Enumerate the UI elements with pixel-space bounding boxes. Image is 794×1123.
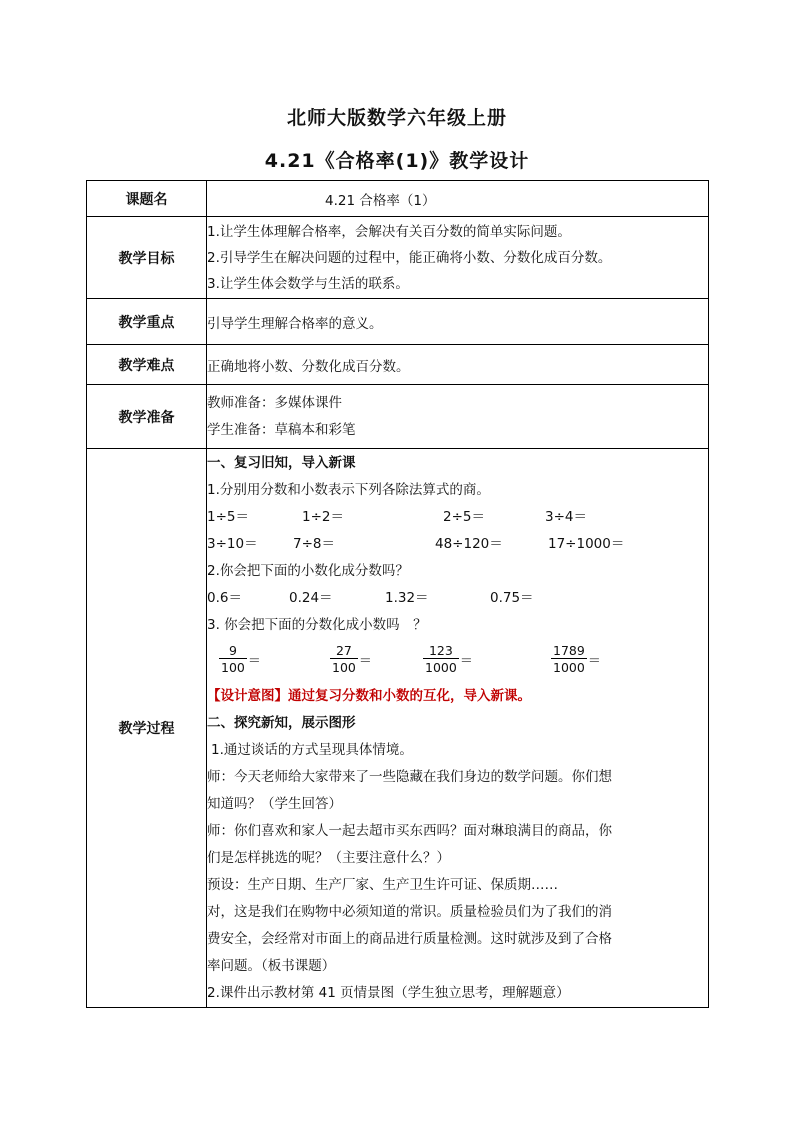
question-text: 2.你会把下面的小数化成分数吗？ [207,563,409,579]
label-difficulty: 教学难点 [87,345,207,385]
prep-line: 教师准备：多媒体课件 [207,394,342,411]
denominator: 1000 [553,660,585,675]
row-prep [87,385,709,449]
process-cell [207,449,709,1008]
paragraph-line: 率问题。（板书课题） [207,958,336,974]
denominator: 1000 [425,660,457,675]
row-topic [87,181,709,217]
paragraph-line: 师：你们喜欢和家人一起去超市买东西吗？面对琳琅满目的商品，你 [207,823,612,839]
design-text: 通过复习分数和小数的互化，导入新课。 [288,688,531,704]
fraction-item [219,643,261,676]
label-prep: 教学准备 [87,385,207,449]
label-goals: 教学目标 [87,217,207,299]
decimal-item: 0.75＝ [490,590,534,606]
fraction-item [423,643,473,676]
topic-value: 4.21 合格率（1） [207,181,709,217]
fraction-item [551,643,601,676]
design-intent [207,683,708,710]
division-item: 3÷10＝ [207,536,258,552]
section-heading: 二、探究新知，展示图形 [207,715,356,731]
label-keypoint: 教学重点 [87,299,207,345]
paragraph-line: 预设：生产日期、生产厂家、生产卫生许可证、保质期…… [207,877,558,893]
division-row [207,531,708,558]
numerator: 27 [330,643,358,659]
label-topic: 课题名 [87,181,207,217]
fraction-row [207,639,708,683]
fraction [330,643,358,676]
step-text: 2.课件出示教材第 41 页情景图（学生独立思考，理解题意） [207,985,570,1001]
question-text: 3. 你会把下面的分数化成小数吗 ？ [207,617,427,633]
fraction [219,643,247,676]
numerator: 1789 [553,643,585,658]
goal-line: 2.引导学生在解决问题的过程中，能正确将小数、分数化成百分数。 [207,249,612,266]
division-item: 1÷5＝ [207,509,249,525]
denominator: 100 [221,660,245,675]
paragraph-line: 费安全，会经常对市面上的商品进行质量检测。这时就涉及到了合格 [207,931,612,947]
row-difficulty [87,345,709,385]
equals-sign: ＝ [247,654,261,669]
division-item: 2÷5＝ [443,509,485,525]
paragraph-line: 师：今天老师给大家带来了一些隐藏在我们身边的数学问题。你们想 [207,769,612,785]
paragraph-line: 知道吗？（学生回答） [207,796,342,812]
keypoint-value: 引导学生理解合格率的意义。 [207,299,709,345]
equals-sign: ＝ [459,654,473,669]
design-tag: 【设计意图】 [207,688,288,704]
decimal-item: 0.6＝ [207,590,242,606]
prep-line: 学生准备：草稿本和彩笔 [207,421,356,438]
row-process [87,449,709,1008]
numerator: 9 [219,643,247,659]
equals-sign: ＝ [358,654,372,669]
decimal-item: 1.32＝ [385,590,429,606]
fraction [551,643,587,676]
paragraph-line: 们是怎样挑选的呢？（主要注意什么？） [207,850,450,866]
question-text: 1.分别用分数和小数表示下列各除法算式的商。 [207,482,490,498]
fraction [423,643,459,676]
decimal-item: 0.24＝ [289,590,333,606]
division-item: 7÷8＝ [293,536,335,552]
equals-sign: ＝ [587,654,601,669]
lesson-title: 4.21《合格率(1)》教学设计 [264,150,530,172]
division-item: 17÷1000＝ [548,536,625,552]
lesson-plan-table [86,180,709,1008]
paragraph-line: 对，这是我们在购物中必须知道的常识。质量检验员们为了我们的消 [207,904,612,920]
denominator: 100 [332,660,356,675]
goal-line: 3.让学生体会数学与生活的联系。 [207,275,409,292]
division-item: 3÷4＝ [545,509,587,525]
division-row [207,504,708,531]
fraction-item [330,643,372,676]
division-item: 1÷2＝ [302,509,344,525]
prep-cell [207,385,709,449]
decimal-row [207,585,708,612]
goals-cell [207,217,709,299]
section-heading: 一、复习旧知，导入新课 [207,455,356,471]
division-item: 48÷120＝ [435,536,503,552]
difficulty-value: 正确地将小数、分数化成百分数。 [207,345,709,385]
document-title: 北师大版数学六年级上册 [286,107,507,129]
row-keypoint [87,299,709,345]
label-process: 教学过程 [87,449,207,1008]
goal-line: 1.让学生体理解合格率，会解决有关百分数的简单实际问题。 [207,223,571,240]
row-goals [87,217,709,299]
numerator: 123 [423,643,459,659]
step-text: 1.通过谈话的方式呈现具体情境。 [211,742,413,758]
